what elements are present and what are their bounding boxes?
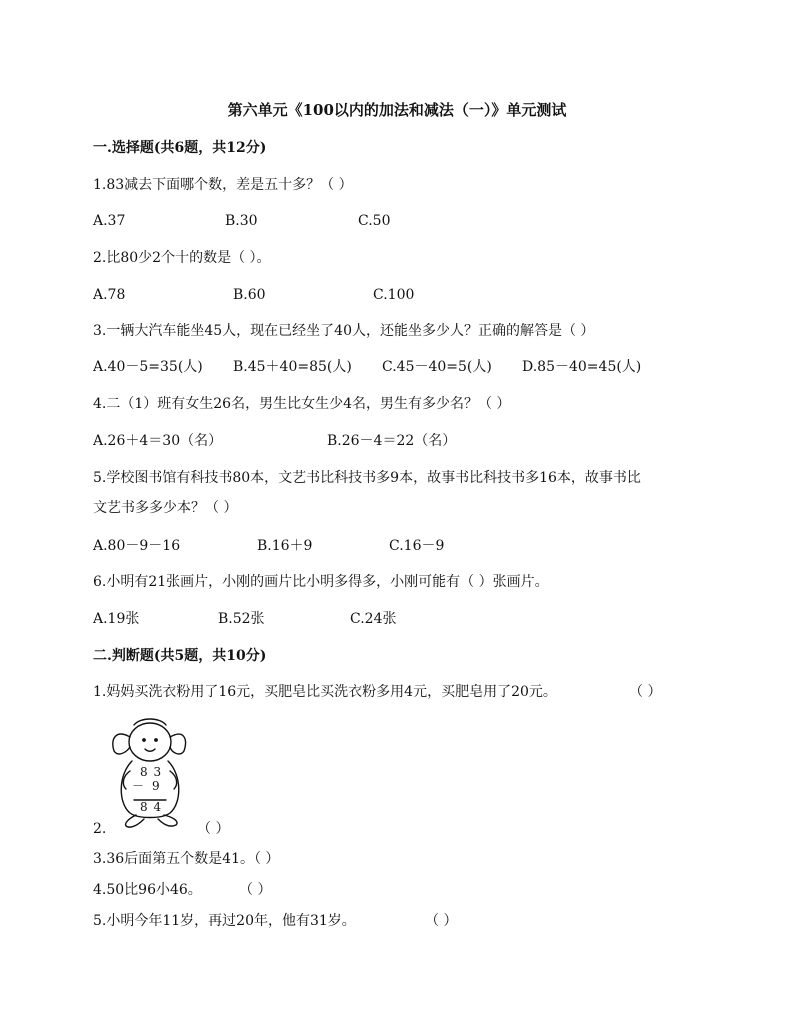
calc-operator: －: [132, 779, 145, 793]
judgement-2-text: 2.: [93, 821, 107, 837]
judgement-2-paren: （ ）: [197, 821, 230, 837]
question-3-option-a: A.40－5=35(人): [93, 359, 203, 375]
question-4-option-a: A.26＋4＝30（名）: [93, 433, 223, 449]
question-5-option-a: A.80－9－16: [93, 538, 181, 554]
judgement-4-text: 4.50比96小46。: [93, 882, 202, 898]
question-5-option-b: B.16＋9: [257, 538, 313, 554]
calc-result: 8 4: [140, 800, 163, 814]
question-6-option-c: C.24张: [350, 611, 397, 627]
question-6-option-b: B.52张: [218, 611, 265, 627]
question-3-stem: 3.一辆大汽车能坐45人，现在已经坐了40人，还能坐多少人？正确的解答是（ ）: [93, 323, 595, 339]
question-3-option-b: B.45＋40=85(人): [233, 359, 352, 375]
question-5-option-c: C.16－9: [389, 538, 445, 554]
judgement-5-paren: （ ）: [425, 913, 458, 929]
question-5-stem: 5.学校图书馆有科技书80本，文艺书比科技书多9本，故事书比科技书多16本，故事书比: [93, 470, 641, 486]
section-heading-choice: 一.选择题(共6题，共12分): [93, 140, 267, 156]
question-1-option-b: B.30: [225, 213, 258, 229]
calc-subtrahend: 9: [152, 779, 160, 793]
question-4-option-b: B.26－4＝22（名）: [327, 433, 457, 449]
calc-minuend: 8 3: [140, 765, 163, 779]
judgement-5-text: 5.小明今年11岁，再过20年，他有31岁。: [93, 913, 356, 929]
section-heading-judgement: 二.判断题(共5题，共10分): [93, 648, 267, 664]
question-3-option-c: C.45－40=5(人): [382, 359, 492, 375]
question-2-option-a: A.78: [93, 287, 126, 303]
question-6-option-a: A.19张: [93, 611, 140, 627]
question-2-stem: 2.比80少2个十的数是（ ）。: [93, 250, 271, 266]
page-title: 第六单元《100以内的加法和减法（一）》单元测试: [227, 101, 567, 119]
question-2-option-c: C.100: [373, 287, 415, 303]
question-4-stem: 4.二（1）班有女生26名，男生比女生少4名，男生有多少名？（ ）: [93, 396, 511, 412]
question-1-stem: 1.83减去下面哪个数，差是五十多？（ ）: [93, 177, 353, 193]
question-1-option-c: C.50: [358, 213, 391, 229]
judgement-3-text: 3.36后面第五个数是41。（ ）: [93, 851, 280, 867]
question-1-option-a: A.37: [93, 213, 126, 229]
judgement-1-paren: （ ）: [629, 684, 662, 700]
question-2-option-b: B.60: [233, 287, 266, 303]
question-5-stem-cont: 文艺书多多少本？（ ）: [93, 500, 238, 516]
judgement-4-paren: （ ）: [239, 882, 272, 898]
cartoon-subtraction-figure: [108, 715, 188, 833]
question-3-option-d: D.85－40=45(人): [522, 359, 642, 375]
question-6-stem: 6.小明有21张画片，小刚的画片比小明多得多，小刚可能有（ ）张画片。: [93, 574, 549, 590]
judgement-1-text: 1.妈妈买洗衣粉用了16元，买肥皂比买洗衣粉多用4元，买肥皂用了20元。: [93, 684, 557, 700]
